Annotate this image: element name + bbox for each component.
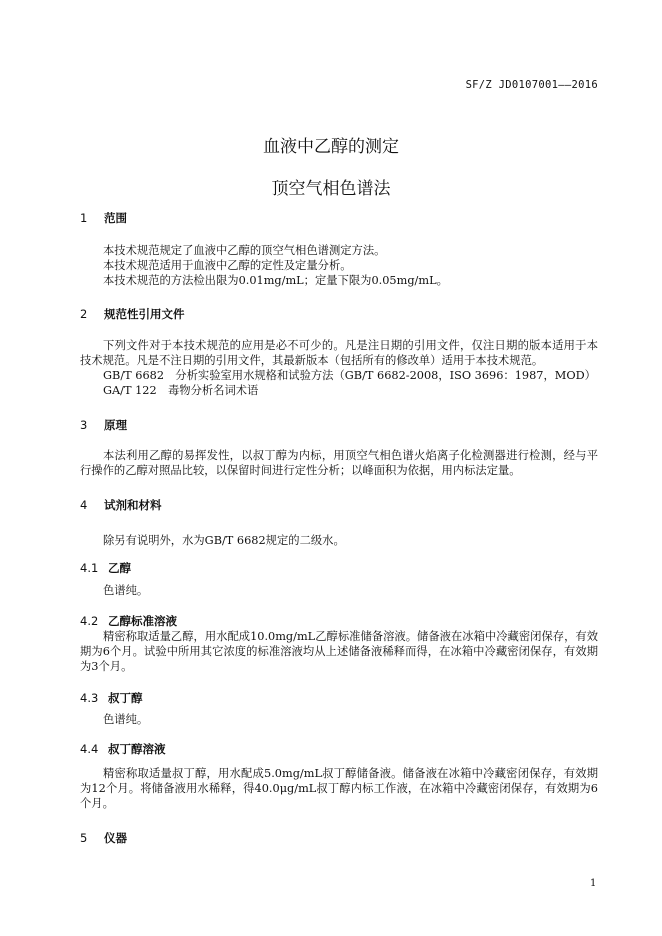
paragraph: 精密称取适量乙醇，用水配成10.0mg/mL乙醇标准储备溶液。储备液在冰箱中冷藏密闭保存，有效期为6个月。试验中所用其它浓度的标准溶液均从上述储备液稀释而得，在冰箱中冷藏密闭保存，有效期为3个月。 — [80, 630, 598, 673]
section-title: 试剂和材料 — [104, 498, 162, 512]
paragraph: 本法利用乙醇的易挥发性，以叔丁醇为内标，用顶空气相色谱火焰离子化检测器进行检测，经与平行操作的乙醇对照品比较，以保留时间进行定性分析；以峰面积为依据，用内标法定量。 — [80, 449, 598, 477]
paragraph: 本技术规范的方法检出限为0.01mg/mL；定量下限为0.05mg/mL。 — [103, 274, 448, 287]
section-heading-4 — [80, 497, 162, 513]
paragraph: 本技术规范规定了血液中乙醇的顶空气相色谱测定方法。 — [103, 244, 386, 257]
paragraph: 精密称取适量叔丁醇，用水配成5.0mg/mL叔丁醇储备液。储备液在冰箱中冷藏密闭保存，有效期为12个月。将储备液用水稀释，得40.0μg/mL叔丁醇内标工作液，在冰箱中冷藏密闭保存，有效期为6个月。 — [80, 767, 598, 810]
section-number: 3 — [80, 418, 88, 432]
paragraph: 色谱纯。 — [103, 713, 149, 726]
page-number: 1 — [590, 878, 597, 889]
section-number: 4.3 — [80, 691, 99, 705]
section-number: 5 — [80, 831, 88, 845]
section-title: 仪器 — [104, 831, 127, 845]
paragraph: 本技术规范适用于血液中乙醇的定性及定量分析。 — [103, 259, 352, 272]
section-number: 4.4 — [80, 742, 99, 756]
section-number: 2 — [80, 307, 88, 321]
section-title: 叔丁醇溶液 — [108, 742, 166, 756]
subsection-heading-4-1 — [80, 560, 131, 576]
section-heading-1 — [80, 210, 127, 226]
section-number: 1 — [80, 211, 88, 225]
reference-item: GA/T 122 毒物分析名词术语 — [103, 384, 259, 397]
section-title: 乙醇 — [108, 561, 131, 575]
section-heading-2 — [80, 306, 185, 322]
section-title: 范围 — [104, 211, 127, 225]
document-title: 血液中乙醇的测定 — [263, 137, 399, 157]
document-code: SF/Z JD0107001——2016 — [465, 79, 598, 91]
section-number: 4 — [80, 498, 88, 512]
section-heading-3 — [80, 417, 127, 433]
section-title: 乙醇标准溶液 — [108, 614, 177, 628]
section-heading-5 — [80, 830, 127, 846]
section-title: 规范性引用文件 — [104, 307, 185, 321]
section-title: 原理 — [104, 418, 127, 432]
paragraph: 色谱纯。 — [103, 584, 149, 597]
reference-item: GB/T 6682 分析实验室用水规格和试验方法（GB/T 6682-2008，ISO 3696：1987，MOD） — [103, 369, 596, 382]
section-number: 4.2 — [80, 614, 99, 628]
subsection-heading-4-2 — [80, 613, 177, 629]
section-title: 叔丁醇 — [108, 691, 143, 705]
section-number: 4.1 — [80, 561, 99, 575]
paragraph: 除另有说明外，水为GB/T 6682规定的二级水。 — [103, 534, 345, 547]
subsection-heading-4-4 — [80, 741, 166, 757]
subsection-heading-4-3 — [80, 690, 143, 706]
paragraph: 下列文件对于本技术规范的应用是必不可少的。凡是注日期的引用文件，仅注日期的版本适用于本技术规范。凡是不注日期的引用文件，其最新版本（包括所有的修改单）适用于本技术规范。 — [80, 339, 598, 367]
document-subtitle: 顶空气相色谱法 — [271, 179, 391, 199]
